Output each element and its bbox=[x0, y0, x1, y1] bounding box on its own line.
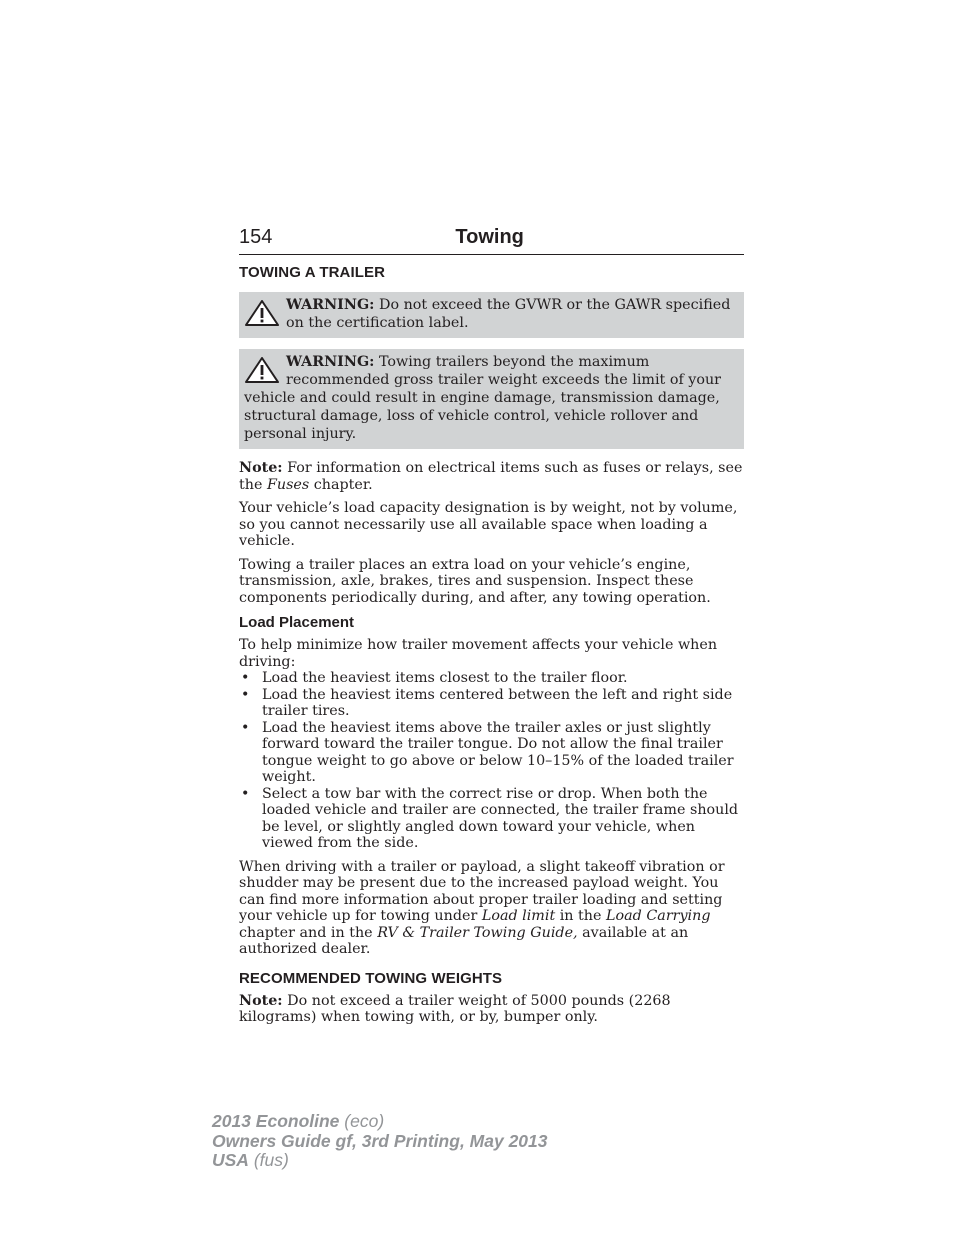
footer-model-code: (eco) bbox=[344, 1111, 385, 1131]
footer-line-guide bbox=[212, 1132, 548, 1152]
footer-line-region bbox=[212, 1151, 548, 1171]
warning-label: WARNING: bbox=[286, 297, 375, 313]
list-item: • Load the heaviest items above the trailer axles or just slightly forward toward the trailer tongue. Do not allow the final trailer tongue weight to go above or below 10–15% of the loaded trailer weight. bbox=[241, 719, 734, 785]
text-segment: available at an authorized dealer. bbox=[239, 924, 689, 957]
footer-model: 2013 Econoline bbox=[212, 1111, 340, 1131]
text-segment: When driving with a trailer or payload, a slight takeoff vibration or shudder may be present due to the increased payload weight. You can find more information about proper trailer loading and setting your vehicle up for towing under bbox=[239, 858, 725, 924]
note-text-end: chapter. bbox=[313, 476, 373, 493]
footer-line-model bbox=[212, 1112, 548, 1132]
paragraph-extra-load: Towing a trailer places an extra load on your vehicle’s engine, transmission, axle, brakes, tires and suspension. Inspect these components periodically during, and after, any towing operation. bbox=[239, 556, 711, 606]
section-heading-towing-a-trailer: TOWING A TRAILER bbox=[239, 264, 386, 281]
warning-text: Do not exceed the GVWR or the GAWR specified on the certification label. bbox=[286, 297, 731, 331]
note-text: Do not exceed a trailer weight of 5000 pounds (2268 kilograms) when towing with, or by, bumper only. bbox=[239, 992, 671, 1025]
load-limit-reference: Load limit bbox=[481, 908, 556, 924]
note-text: For information on electrical items such as fuses or relays, see the bbox=[239, 460, 743, 493]
rv-trailer-guide-reference: RV & Trailer Towing Guide, bbox=[377, 924, 578, 941]
list-item: • Load the heaviest items closest to the trailer floor. bbox=[241, 670, 628, 686]
manual-page bbox=[239, 226, 744, 1033]
section-heading-recommended-towing-weights: RECOMMENDED TOWING WEIGHTS bbox=[239, 969, 503, 987]
warning-text: Towing trailers beyond the maximum recommended gross trailer weight exceeds the limit of your vehicle and could result in engine damage, transmission damage, structural damage, loss of vehicle control, vehicle rollover and personal injury. bbox=[244, 354, 722, 442]
note-fuses bbox=[239, 460, 744, 493]
warning-triangle-icon bbox=[244, 356, 280, 384]
list-item: • Load the heaviest items centered between the left and right side trailer tires. bbox=[241, 686, 733, 719]
list-item-text: Select a tow bar with the correct rise or drop. When both the loaded vehicle and trailer are connected, the trailer frame should be level, or slightly angled down toward your vehicle, when viewed from the side. bbox=[262, 785, 739, 851]
paragraph-takeoff-vibration bbox=[239, 859, 744, 958]
note-label: Note: bbox=[239, 460, 283, 476]
warning-label: WARNING: bbox=[286, 354, 375, 370]
load-placement-intro: To help minimize how trailer movement affects your vehicle when driving: bbox=[239, 637, 718, 670]
load-carrying-reference: Load Carrying bbox=[606, 908, 711, 924]
note-trailer-weight bbox=[239, 993, 744, 1026]
subheading-load-placement: Load Placement bbox=[239, 614, 355, 631]
list-item: • Select a tow bar with the correct rise or drop. When both the loaded vehicle and trailer are connected, the trailer frame should be level, or slightly angled down toward your vehicle, when viewed from the side. bbox=[241, 785, 739, 851]
page-header bbox=[239, 226, 744, 255]
list-item-text: Load the heaviest items above the trailer axles or just slightly forward toward the trailer tongue. Do not allow the final trailer tongue weight to go above or below 10–15% of the loaded trailer weight. bbox=[262, 719, 734, 785]
page-number: 154 bbox=[239, 226, 273, 248]
footer-region-code: (fus) bbox=[253, 1150, 289, 1170]
paragraph-load-capacity: Your vehicle’s load capacity designation is by weight, not by volume, so you cannot necessarily use all available space when loading a vehicle. bbox=[239, 500, 738, 549]
list-item-text: Load the heaviest items closest to the trailer floor. bbox=[262, 670, 628, 686]
fuses-reference: Fuses bbox=[266, 476, 310, 493]
page-footer bbox=[212, 1112, 548, 1171]
warning-box-trailer-weight bbox=[239, 349, 744, 449]
text-segment: chapter and in the bbox=[239, 924, 373, 941]
load-placement-list bbox=[239, 670, 744, 852]
list-item-text: Load the heaviest items centered between the left and right side trailer tires. bbox=[262, 686, 733, 719]
text-segment: in the bbox=[559, 908, 602, 924]
note-label: Note: bbox=[239, 992, 283, 1009]
footer-guide: Owners Guide gf, 3rd Printing, May 2013 bbox=[212, 1130, 548, 1151]
warning-triangle-icon bbox=[244, 299, 280, 327]
chapter-title: Towing bbox=[455, 226, 524, 248]
warning-box-gvwr bbox=[239, 292, 744, 338]
footer-region: USA bbox=[212, 1150, 249, 1170]
